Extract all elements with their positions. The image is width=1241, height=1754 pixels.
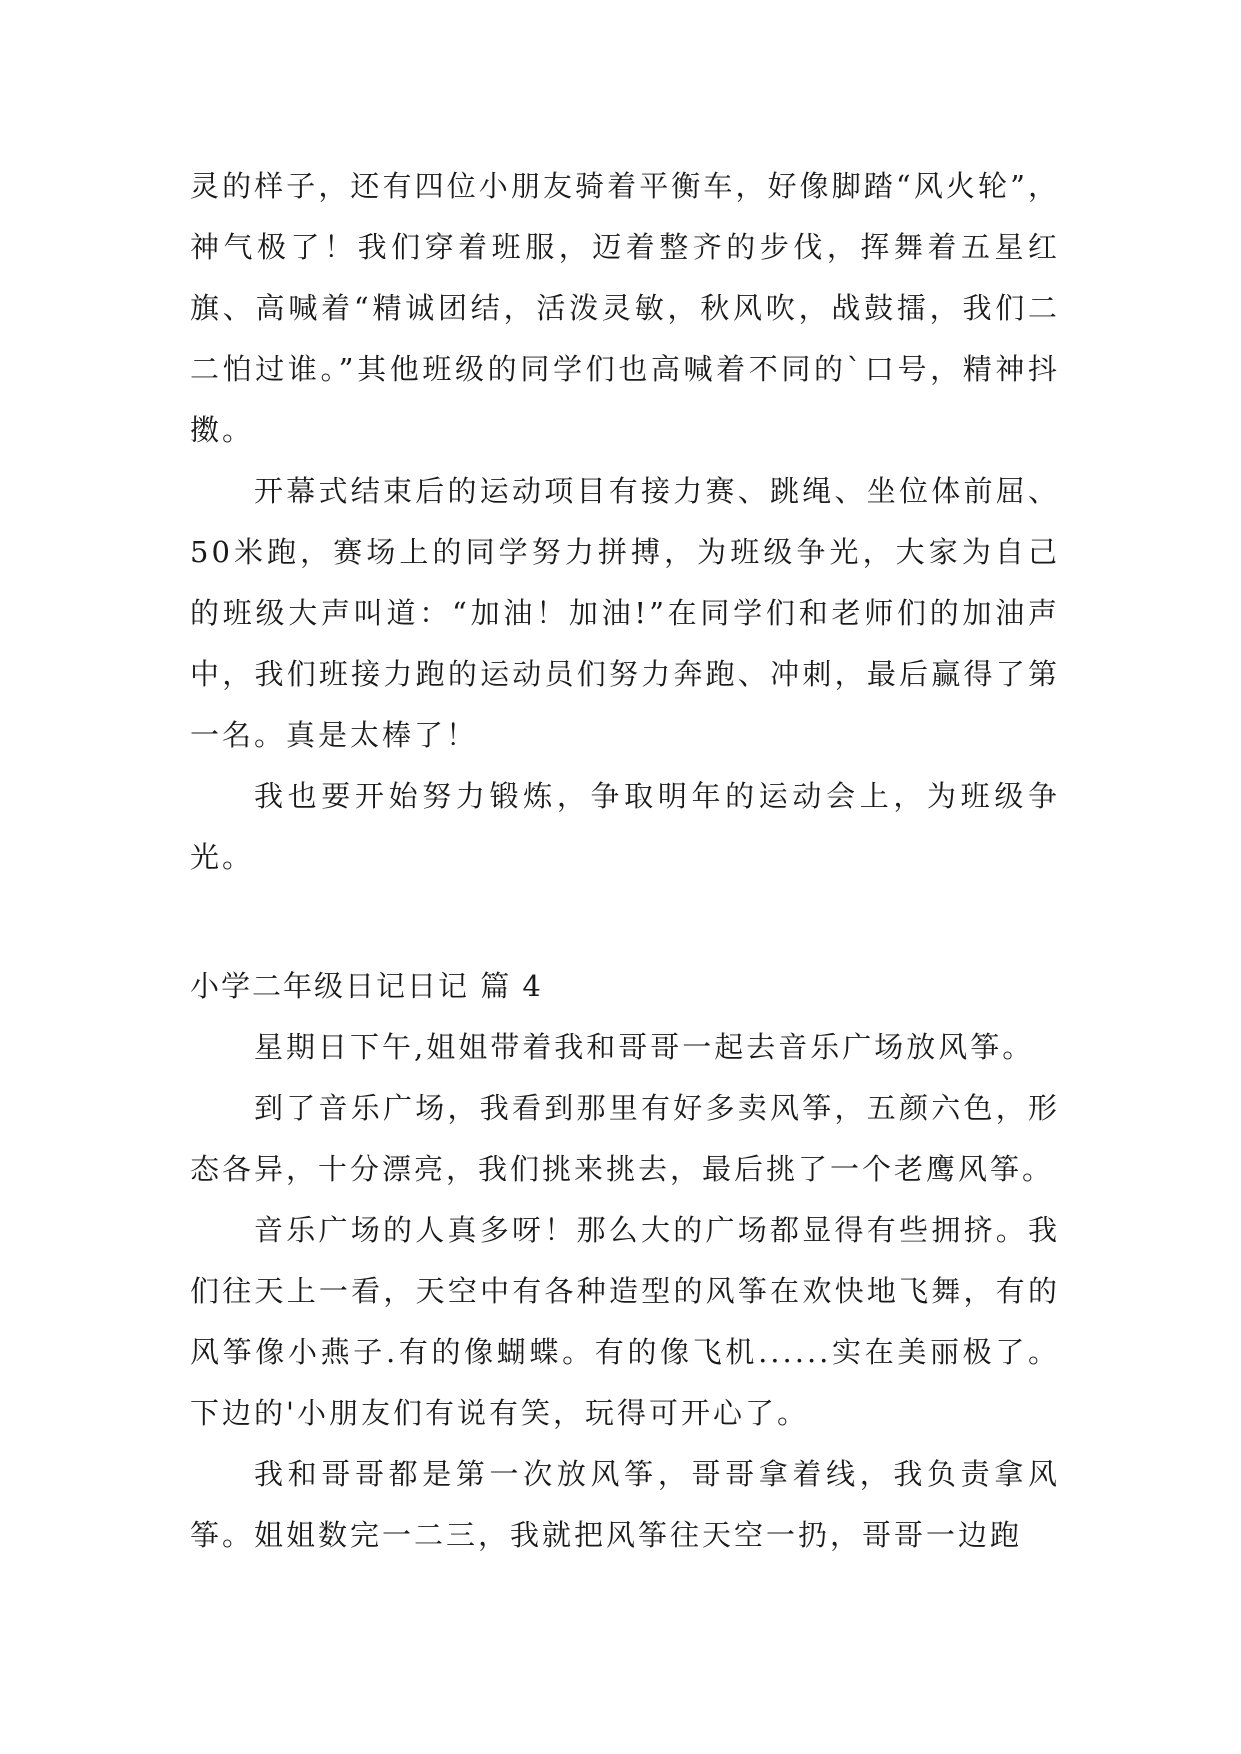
paragraph-5: 到了音乐广场，我看到那里有好多卖风筝，五颜六色，形态各异，十分漂亮，我们挑来挑去，最后挑了一个老鹰风筝。 bbox=[190, 1091, 1060, 1186]
paragraph-2: 开幕式结束后的运动项目有接力赛、跳绳、坐位体前屈、50米跑，赛场上的同学努力拼搏，为班级争光，大家为自己的班级大声叫道：“加油！加油!”在同学们和老师们的加油声中，我们班接力跑的运动员们努力奔跑、冲刺，最后赢得了第一名。真是太棒了！ bbox=[190, 474, 1060, 752]
document-page bbox=[190, 156, 1060, 1566]
paragraph-4: 星期日下午,姐姐带着我和哥哥一起去音乐广场放风筝。 bbox=[254, 1030, 1035, 1064]
section-heading: 小学二年级日记日记 篇 4 bbox=[190, 969, 543, 1003]
paragraph-3: 我也要开始努力锻炼，争取明年的运动会上，为班级争光。 bbox=[190, 779, 1060, 874]
paragraph-1: 灵的样子，还有四位小朋友骑着平衡车，好像脚踏“风火轮”，神气极了！我们穿着班服，迈着整齐的步伐，挥舞着五星红旗、高喊着“精诚团结，活泼灵敏，秋风吹，战鼓擂，我们二二怕过谁。”其他班级的同学们也高喊着不同的`口号，精神抖擞。 bbox=[190, 169, 1060, 447]
paragraph-6: 音乐广场的人真多呀！那么大的广场都显得有些拥挤。我们往天上一看，天空中有各种造型的风筝在欢快地飞舞，有的风筝像小燕子.有的像蝴蝶。有的像飞机......实在美丽极了。下边的'小朋友们有说有笑，玩得可开心了。 bbox=[190, 1213, 1060, 1430]
paragraph-7: 我和哥哥都是第一次放风筝，哥哥拿着线，我负责拿风筝。姐姐数完一二三，我就把风筝往天空一扔，哥哥一边跑 bbox=[190, 1457, 1060, 1552]
